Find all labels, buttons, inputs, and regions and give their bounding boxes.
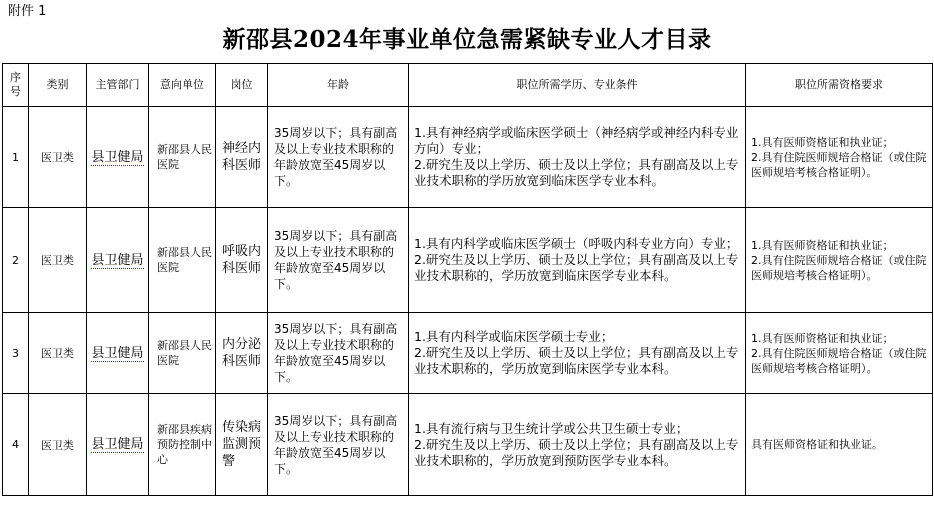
header-age: 年龄: [268, 64, 409, 107]
row-education: [409, 313, 746, 394]
department-text: 县卫健局: [91, 345, 144, 361]
row-qualification: [746, 394, 933, 496]
row-unit: 新邵县人民医院: [149, 208, 216, 313]
row-age: 35周岁以下；具有副高及以上专业技术职称的年龄放宽至45周岁以下。: [268, 313, 409, 394]
row-category: 医卫类: [29, 394, 87, 496]
row-category: 医卫类: [29, 208, 87, 313]
row-no: 3: [3, 313, 29, 394]
education-line: 2.研究生及以上学历、硕士及以上学位；具有副高及以上专业技术职称的，学历放宽到预防医学专业本科。: [414, 436, 739, 468]
row-age: 35周岁以下；具有副高及以上专业技术职称的年龄放宽至45周岁以下。: [268, 394, 409, 496]
row-no: 1: [3, 107, 29, 208]
row-department: [87, 208, 149, 313]
row-post: 呼吸内科医师: [216, 208, 268, 313]
qualification-line: 2.具有住院医师规培合格证（或住院医师规培考核合格证明）。: [751, 150, 927, 179]
row-qualification: [746, 107, 933, 208]
qualification-line: 1.具有医师资格证和执业证；: [751, 135, 894, 149]
education-line: 1.具有内科学或临床医学硕士专业；: [414, 329, 614, 344]
qualification-line: 1.具有医师资格证和执业证；: [751, 331, 894, 345]
qualification-line: 2.具有住院医师规培合格证（或住院医师规培考核合格证明）。: [751, 253, 927, 282]
education-line: 1.具有神经病学或临床医学硕士（神经病学或神经内科专业方向）专业；: [414, 125, 739, 156]
table-row: [3, 313, 933, 394]
qualification-line: 1.具有医师资格证和执业证；: [751, 238, 894, 252]
row-education: [409, 394, 746, 496]
header-department: 主管部门: [87, 64, 149, 107]
header-post: 岗位: [216, 64, 268, 107]
education-line: 2.研究生及以上学历、硕士及以上学位；具有副高及以上专业技术职称的，学历放宽到临床医学专业本科。: [414, 252, 739, 283]
table-row: [3, 394, 933, 496]
row-post: 神经内科医师: [216, 107, 268, 208]
education-line: 2.研究生及以上学历、硕士及以上学位；具有副高及以上专业技术职称的学历放宽到临床医学专业本科。: [414, 157, 739, 188]
row-unit: 新邵县人民医院: [149, 313, 216, 394]
row-department: [87, 107, 149, 208]
table-row: [3, 107, 933, 208]
qualification-line: 2.具有住院医师规培合格证（或住院医师规培考核合格证明）。: [751, 346, 927, 375]
row-department: [87, 394, 149, 496]
header-no: 序号: [3, 64, 29, 107]
department-text: 县卫健局: [91, 437, 144, 452]
header-category: 类别: [29, 64, 87, 107]
row-post: 内分泌科医师: [216, 313, 268, 394]
row-qualification: [746, 313, 933, 394]
row-no: 4: [3, 394, 29, 496]
education-line: 1.具有内科学或临床医学硕士（呼吸内科专业方向）专业；: [414, 236, 739, 251]
row-age: 35周岁以下；具有副高及以上专业技术职称的年龄放宽至45周岁以下。: [268, 208, 409, 313]
table-row: [3, 208, 933, 313]
row-unit: 新邵县人民医院: [149, 107, 216, 208]
row-qualification: [746, 208, 933, 313]
row-no: 2: [3, 208, 29, 313]
department-text: 县卫健局: [91, 149, 144, 165]
education-line: 2.研究生及以上学历、硕士及以上学位；具有副高及以上专业技术职称的，学历放宽到临床医学专业本科。: [414, 345, 739, 376]
row-post: 传染病监测预警: [216, 394, 268, 496]
row-department: [87, 313, 149, 394]
qualification-line: 具有医师资格证和执业证。: [751, 438, 883, 451]
header-unit: 意向单位: [149, 64, 216, 107]
table-header-row: [3, 64, 933, 107]
header-qualification: 职位所需资格要求: [746, 64, 933, 107]
header-education: 职位所需学历、专业条件: [409, 64, 746, 107]
education-line: 1.具有流行病与卫生统计学或公共卫生硕士专业；: [414, 420, 689, 436]
row-education: [409, 208, 746, 313]
talent-catalog-table: [2, 63, 933, 496]
attachment-label: 附件 1: [8, 4, 47, 19]
row-education: [409, 107, 746, 208]
row-unit: 新邵县疾病预防控制中心: [149, 394, 216, 496]
page-title: 新邵县2024年事业单位急需紧缺专业人才目录: [222, 26, 712, 53]
row-age: 35周岁以下；具有副高及以上专业技术职称的年龄放宽至45周岁以下。: [268, 107, 409, 208]
department-text: 县卫健局: [91, 252, 144, 268]
row-category: 医卫类: [29, 107, 87, 208]
row-category: 医卫类: [29, 313, 87, 394]
